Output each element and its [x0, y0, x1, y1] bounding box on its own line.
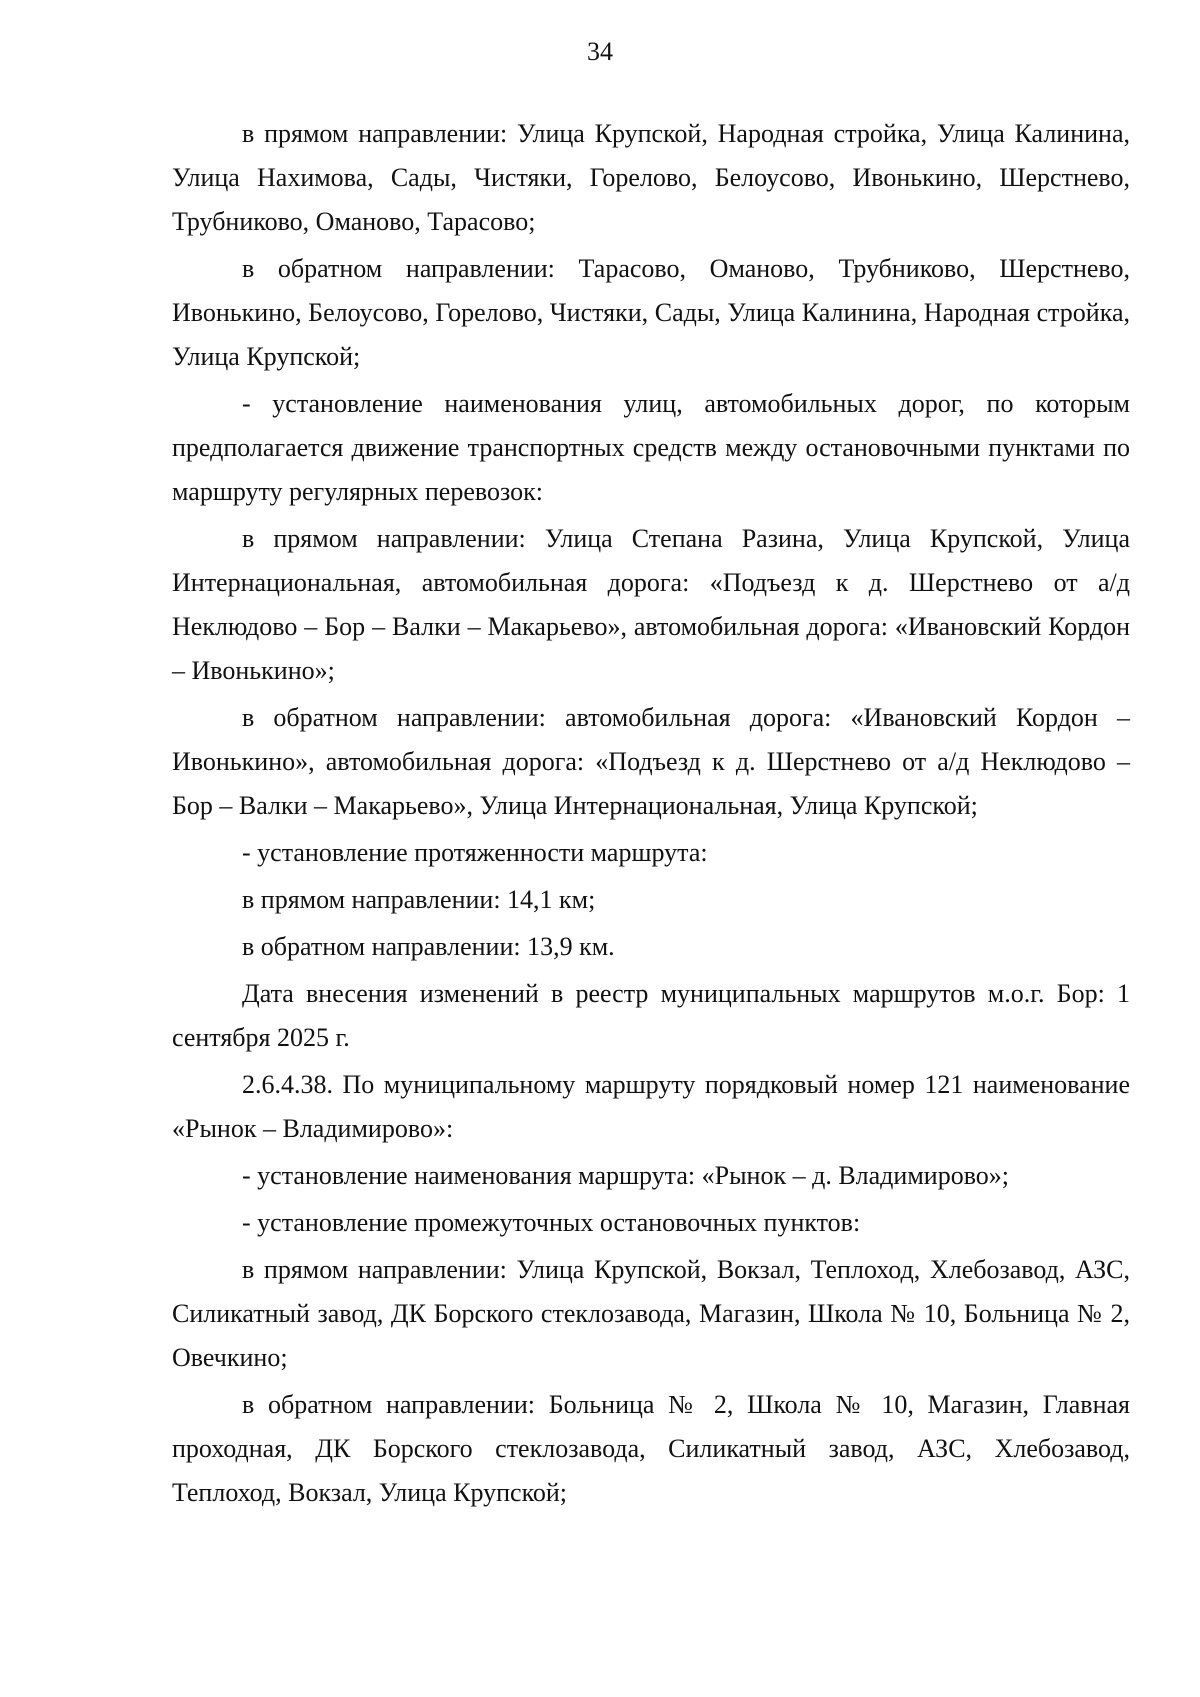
paragraph-length-heading: - установление протяженности маршрута: [242, 838, 708, 867]
paragraph-reverse-stops: в обратном направлении: Тарасово, Оманово, Трубниково, Шерстнево, Ивонькино, Белоусово, Горелово, Чистяки, Сады, Улица Калинина, Народная стройка, Улица Крупской; [172, 254, 1130, 371]
paragraph-reverse-stops-121: в обратном направлении: Больница № 2, Школа № 10, Магазин, Главная проходная, ДК Борского стеклозавода, Силикатный завод, АЗС, Хлебозавод, Теплоход, Вокзал, Улица Крупской; [172, 1390, 1130, 1507]
paragraph-registry-date: Дата внесения изменений в реестр муниципальных маршрутов м.о.г. Бор: 1 сентября 2025 г. [172, 979, 1130, 1052]
paragraph-section-2-6-4-38: 2.6.4.38. По муниципальному маршруту порядковый номер 121 наименование «Рынок – Владимирово»: [172, 1070, 1130, 1143]
paragraph-forward-streets: в прямом направлении: Улица Степана Разина, Улица Крупской, Улица Интернациональная, автомобильная дорога: «Подъезд к д. Шерстнево от а/д Неклюдово – Бор – Валки – Макарьево», автомобильная дорога: «Ивановский Кордон – Ивонькино»; [172, 524, 1130, 685]
paragraph-reverse-streets: в обратном направлении: автомобильная дорога: «Ивановский Кордон – Ивонькино», автомобильная дорога: «Подъезд к д. Шерстнево от а/д Неклюдово – Бор – Валки – Макарьево», Улица Интернациональная, Улица Крупской; [172, 703, 1130, 820]
paragraph-forward-length: в прямом направлении: 14,1 км; [242, 885, 596, 914]
paragraph-streets-heading: - установление наименования улиц, автомобильных дорог, по которым предполагается движение транспортных средств между остановочными пунктами по маршруту регулярных перевозок: [172, 389, 1130, 506]
page-number: 34 [587, 37, 613, 66]
paragraph-reverse-length: в обратном направлении: 13,9 км. [242, 932, 615, 961]
document-body [172, 112, 1130, 1515]
paragraph-route-name: - установление наименования маршрута: «Рынок – д. Владимирово»; [242, 1161, 1010, 1190]
paragraph-forward-stops: в прямом направлении: Улица Крупской, Народная стройка, Улица Калинина, Улица Нахимова, Сады, Чистяки, Горелово, Белоусово, Ивонькино, Шерстнево, Трубниково, Оманово, Тарасово; [172, 119, 1130, 236]
paragraph-forward-stops-121: в прямом направлении: Улица Крупской, Вокзал, Теплоход, Хлебозавод, АЗС, Силикатный завод, ДК Борского стеклозавода, Магазин, Школа № 10, Больница № 2, Овечкино; [172, 1255, 1130, 1372]
paragraph-intermediate-stops-heading: - установление промежуточных остановочных пунктов: [242, 1208, 861, 1237]
